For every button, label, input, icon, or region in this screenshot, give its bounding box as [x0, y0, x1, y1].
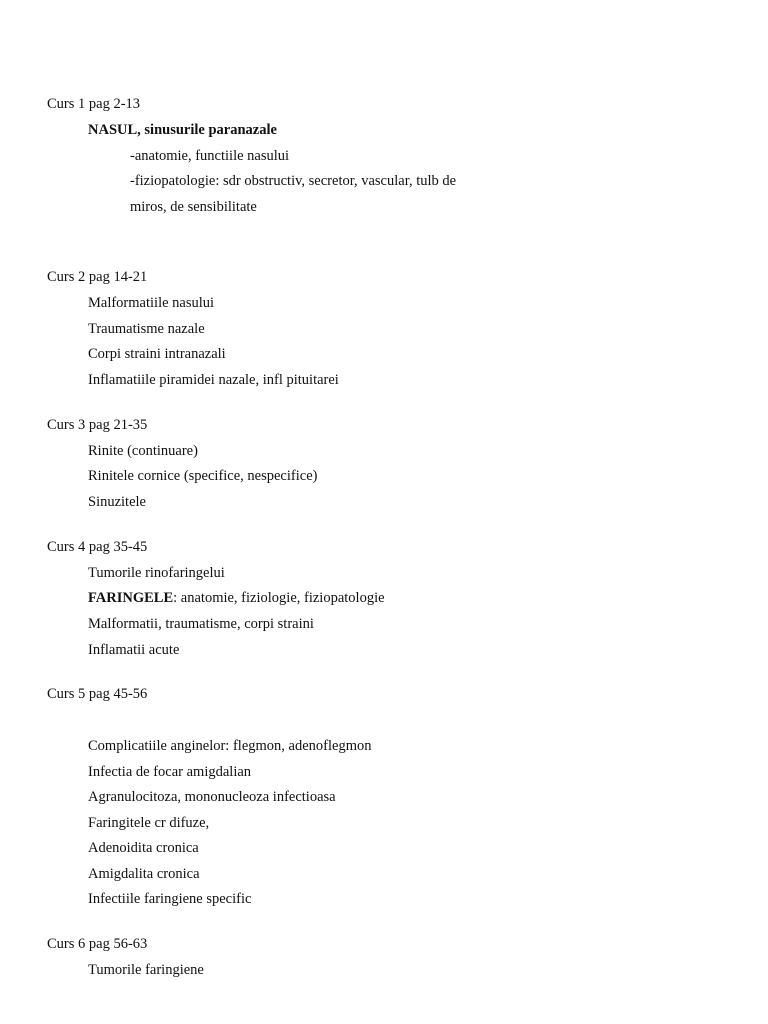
- list-item: Corpi straini intranazali: [88, 346, 226, 362]
- list-item: Infectia de focar amigdalian: [88, 764, 252, 780]
- list-item: Traumatisme nazale: [88, 321, 205, 337]
- curs5-heading: Curs 5 pag 45-56: [47, 686, 148, 702]
- list-item: Sinuzitele: [88, 494, 146, 510]
- curs6-heading: Curs 6 pag 56-63: [47, 936, 148, 952]
- list-item: Inflamatiile piramidei nazale, infl pituitarei: [88, 372, 339, 388]
- list-item: Malformatii, traumatisme, corpi straini: [88, 616, 314, 632]
- curs1-topic-rest: , sinusurile paranazale: [137, 122, 277, 138]
- curs4-faringele-rest: : anatomie, fiziologie, fiziopatologie: [173, 590, 385, 606]
- curs1-sub1: -anatomie, functiile nasului: [130, 148, 290, 164]
- list-item: Infectiile faringiene specific: [88, 891, 252, 907]
- list-item: Rinitele cornice (specifice, nespecifice): [88, 468, 318, 484]
- curs4-heading: Curs 4 pag 35-45: [47, 539, 148, 555]
- list-item: Complicatiile anginelor: flegmon, adenoflegmon: [88, 738, 372, 754]
- list-item: Tumorile faringiene: [88, 962, 204, 978]
- curs1-topic: [88, 121, 277, 139]
- curs1-heading: Curs 1 pag 2-13: [47, 96, 141, 112]
- curs1-sub2: -fiziopatologie: sdr obstructiv, secretor, vascular, tulb de: [130, 173, 457, 189]
- list-item: Rinite (continuare): [88, 443, 198, 459]
- curs2-heading: Curs 2 pag 14-21: [47, 269, 148, 285]
- list-item: Inflamatii acute: [88, 642, 180, 658]
- list-item: Amigdalita cronica: [88, 866, 200, 882]
- list-item: Tumorile rinofaringelui: [88, 565, 225, 581]
- curs1-topic-bold: NASUL: [88, 122, 138, 138]
- list-item: Malformatiile nasului: [88, 295, 215, 311]
- list-item: [88, 589, 385, 607]
- list-item: Faringitele cr difuze,: [88, 815, 210, 831]
- curs3-heading: Curs 3 pag 21-35: [47, 417, 148, 433]
- curs4-faringele-bold: FARINGELE: [88, 590, 174, 606]
- curs1-sub3: miros, de sensibilitate: [130, 199, 257, 215]
- list-item: Adenoidita cronica: [88, 840, 199, 856]
- list-item: Agranulocitoza, mononucleoza infectioasa: [88, 789, 336, 805]
